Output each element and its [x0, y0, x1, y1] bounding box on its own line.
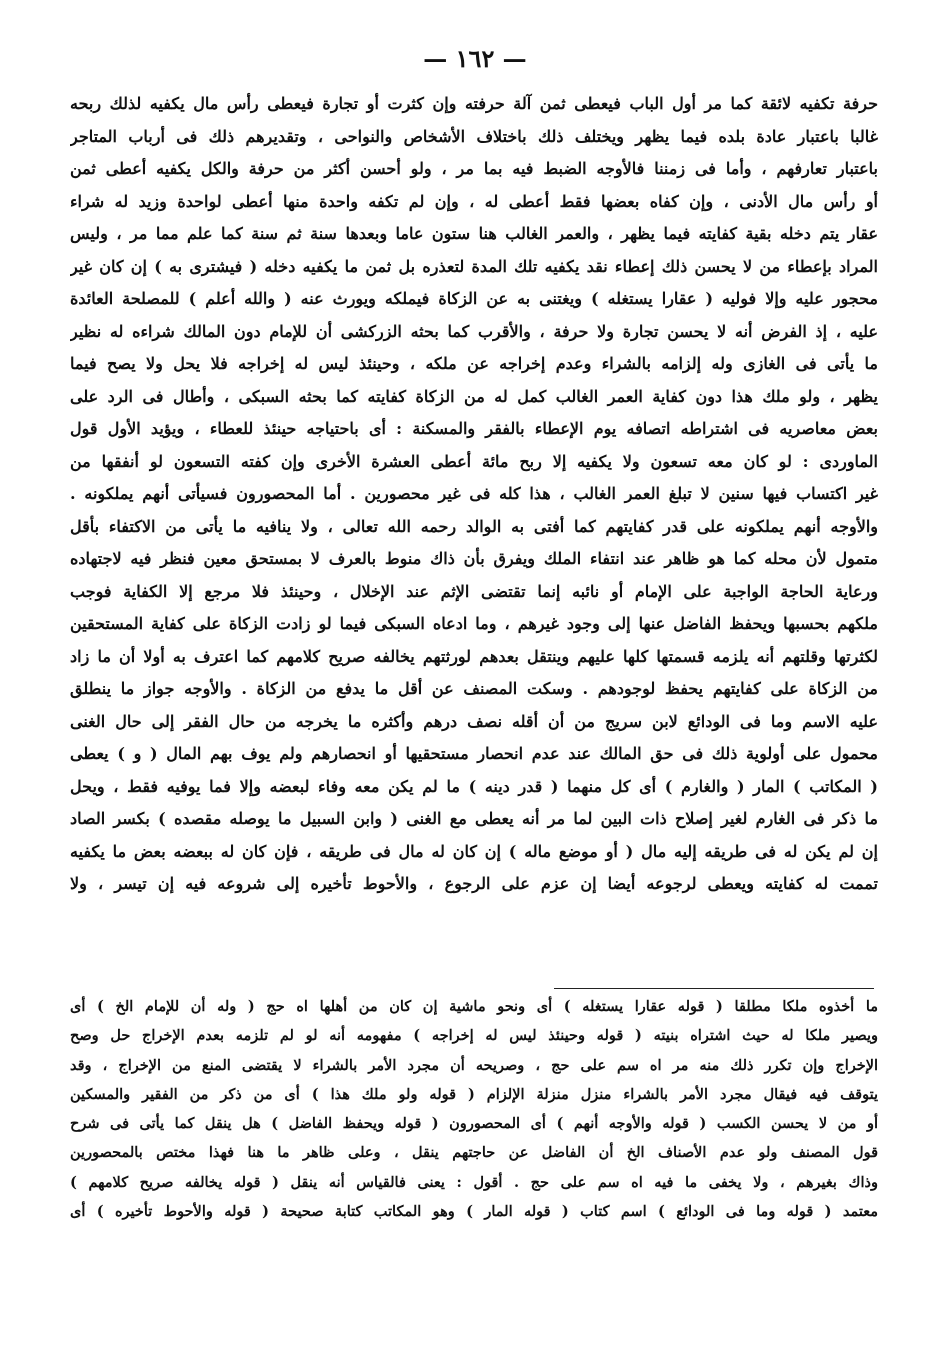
main-line: حرفة تكفيه لائقة كما مر أول الباب فيعطى ثمن آلة حرفته وإن كثرت أو تجارة فيعطى رأس مال يكفيه لذلك ربحه: [70, 94, 878, 113]
main-line: عقار يتم دخله بقية كفايته فيما يظهر ، والعمر الغالب هنا ستون عاما وبعدها سنة ثم سنة كما علم مما مر ، وليس: [70, 224, 878, 243]
main-line: الماوردى : لو كان معه تسعون ولا يكفيه إلا ربح مائة أعطى العشرة الأخرى وإن كفته التسعون لو أنفقها من: [70, 451, 878, 471]
main-line: غير اكتساب فيها سنين لا تبلغ العمر الغالب ، هذا كله فى غير محصورين . أما المحصورون فسيأتى أنهم يملكونه .: [70, 484, 878, 503]
main-line: المراد بإعطاء من لا يحسن ذلك إعطاء نقد يكفيه تلك المدة لتعذره بل ثمن ما يكفيه دخله ( فيشترى به ) إن كان غير: [70, 256, 878, 276]
main-line: أو رأس مال الأدنى ، وإن كفاه بعضها فقط أعطى له ، وإن لم تكفه واحدة منها أعطى لواحدة وزيد له شراء: [70, 191, 878, 211]
main-line: يظهر ، ولو ملك هذا دون كفاية العمر الغالب كمل له من الزكاة كفايته كما بحثه السبكى ، وأطال فى الرد على: [70, 386, 878, 406]
main-line: عليه ، إذ الفرض أنه لا يحسن تجارة ولا حرفة ، والأقرب كما بحثه الزركشى أن للإمام دون المالك شراءه له نظير: [70, 321, 878, 341]
main-line: لكثرتها وقلتهم أنه يلزمه قسمتها كلها عليهم وينتقل بعدهم لورثتهم يخالفه صريح كلامهم كما اعترف به أولا أن ما زاد: [70, 646, 878, 666]
footnote-line: معتمد ( قوله وما فى الودائع ) اسم كتاب ( قوله المار ) وهو المكاتب كتابة صحيحة ( قوله والأحوط تأخيره ) أى: [70, 1203, 878, 1221]
footnote-line: ما أخذوه ملكا مطلقا ( قوله عقارا يستغله ) أى ونحو ماشية إن كان من أهلها اه حج ( وله أن للإمام الخ ) أى: [70, 998, 878, 1015]
main-line: باعتبار تعارفهم ، وأما فى زمننا فالأوجه الضبط فيه بما مر ، ولو أحسن أكثر من حرفة والكل يكفيه أعطى ثمن: [70, 159, 878, 178]
footnotes: [70, 992, 878, 1226]
main-line: ملكهم بحسبها ويحفظ الفاضل عنها إلى وجود غيرهم ، وما ادعاه السبكى فيما لو زادت الزكاة على كفاية المستحقين: [70, 614, 878, 633]
main-line: من الزكاة على كفايتهم يحفظ لوجودهم . وسكت المصنف عن أقل ما يدفع من الزكاة . والأوجه جواز ما ينطلق: [70, 679, 878, 698]
main-line: محجور عليه وإلا فوليه ( عقارا يستغله ) ويغتنى به عن الزكاة فيملكه ويورث عنه ( والله أعلم ) للمصلحة العائدة: [70, 289, 878, 308]
footnote-divider: [554, 988, 874, 989]
main-line: ورعاية الحاجة الواجبة على الإمام أو نائبه إنما تقتضى الإثم عند الإخلال ، وحينئذ فلا مرجع إلا الكفاية فوجب: [70, 581, 878, 601]
footnote-line: يتوقف فيه فيقال مجرد الأمر بالشراء منزل منزلة الإلزام ( قوله ولو ملك هذا ) أى من ذكر من الفقير والمسكين: [70, 1085, 878, 1103]
main-text: [70, 88, 878, 901]
footnote-line: أو من لا يحسن الكسب ( قوله والأوجه أنهم ) أى المحصورون ( قوله ويحفظ الفاضل ) هل ينقل كما يأتى فى شرح: [70, 1115, 878, 1133]
main-line: إن لم يكن له فى طريقه إليه مال ( أو موضع ماله ) إن كان له مال فى طريقه ، فإن كان له ببعضه بعض ما يكفيه: [70, 841, 878, 861]
footnote-line: قول المصنف ولو عدم الأصناف الخ أن الفاضل عن حاجتهم ينقل ، وعلى ظاهر ما هنا فهذا مختص بالمحصورين: [70, 1144, 878, 1162]
main-line: ما ذكر فى الغارم لغير إصلاح ذات البين لما مر أنه يعطى مع الغنى ( وابن السبيل ما يوصله مقصده ) بكسر الصاد: [70, 809, 878, 828]
footnote-line: وذاك بغيرهم ، ولا يخفى ما فيه اه سم على حج . أقول : يعنى فالقياس أنه ينقل ( قوله يخالفه صريح كلامهم ): [70, 1173, 878, 1191]
main-line: غالبا باعتبار عادة بلده فيما يظهر ويختلف ذلك باختلاف الأشخاص والنواحى ، وتقديرهم ذلك فى أرباب المتاجر: [70, 126, 878, 146]
page-number: — ١٦٢ —: [423, 44, 527, 73]
main-line: متمول لأن محله كما هو ظاهر عند انتفاء الملك ويفرق بأن ذاك منوط بالعرف لا بمستحق معين فنظر فيه لاجتهاده: [70, 549, 878, 568]
main-line: بعض معاصريه فى اشتراطه اتصافه يوم الإعطاء بالفقر والمسكنة : أى باحتياجه حينئذ للعطاء ، ويؤيد الأول قول: [70, 419, 878, 438]
main-line: عليه الاسم وما فى الودائع لابن سريج من أن أقله نصف درهم وأكثره ما يخرجه من حال الفقر إلى حال الغنى: [70, 711, 878, 731]
main-line: تممت له كفايته ويعطى لرجوعه أيضا إن عزم على الرجوع ، والأحوط تأخيره إلى شروعه فيه إن تيسر ، ولا: [70, 874, 878, 893]
main-line: محمول على أولوية ذلك فى حق المالك عند عدم انحصار مستحقيها أو انحصارهم ولم يوف بهم المال ( و ) يعطى: [70, 744, 878, 763]
footnote-line: الإخراج وإن تكرر ذلك منه مر اه سم على حج ، وصريحه أن مجرد الأمر بالشراء لا يقتضى المنع من الإخراج ، وقد: [70, 1056, 878, 1074]
footnote-line: ويصير ملكا له حيث اشتراه بنيته ( قوله وحينئذ ليس له إخراجه ) مفهومه أنه لو لم تلزمه بعدم الإخراج حل وصح: [70, 1027, 878, 1045]
main-line: ( المكاتب ) المار ( والغارم ) أى كل منهما ( قدر دينه ) ما لم يكن معه وفاء لبعضه وإلا فما يوفيه فقط ، ويحل: [70, 776, 878, 796]
main-line: والأوجه أنهم يملكونه على قدر كفايتهم كما أفتى به الوالد رحمه الله تعالى ، ولا ينافيه ما يأتى من الاكتفاء بأقل: [70, 516, 878, 536]
main-line: ما يأتى فى الغازى وله إلزامه بالشراء وعدم إخراجه عن ملكه ، وحينئذ ليس له إخراجه فلا يحل ولا يصح فيما: [70, 354, 878, 373]
